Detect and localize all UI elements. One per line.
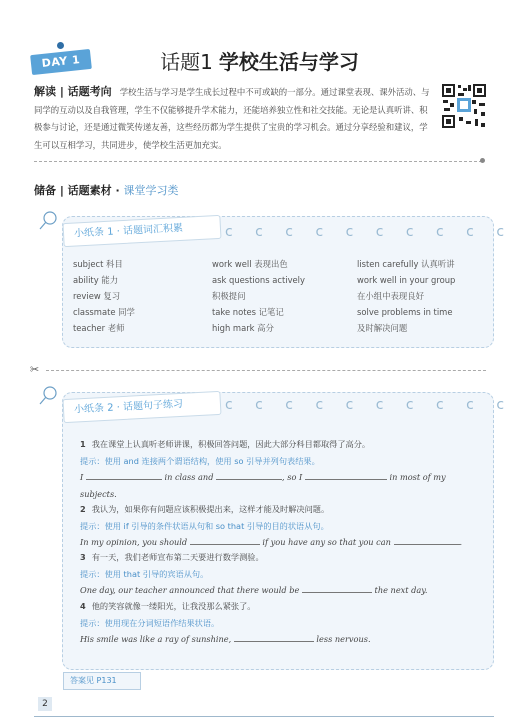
vocab-item: subject 科目 [73,259,123,269]
en-text: if you have any so that you can [262,537,391,547]
exercise-number: 4 [80,601,86,611]
vocab-item: high mark 高分 [212,323,274,333]
vocab-column-2 [212,256,305,336]
vocab-item: 在小组中表现良好 [357,291,424,301]
answer-reference[interactable]: 答案见 P131 [63,672,141,690]
exercise-number: 3 [80,552,86,562]
vocab-item: solve problems in time [357,307,453,317]
binder-rings-icon: c c c c c c c c c c [225,224,514,240]
en-text: His smile was like a ray of sunshine, [80,634,232,644]
exercise-cn: 我在课堂上认真听老师讲课，积极回答问题，因此大部分科目都取得了高分。 [91,439,371,449]
vocab-item: work well 表现出色 [212,259,288,269]
en-text: , so I [282,472,303,482]
qr-code-icon[interactable] [441,83,487,129]
note1-tab: 小纸条 1 · 话题词汇积累 [62,215,221,247]
exercise-en [80,469,480,486]
exercise-hint: 提示：使用现在分词短语作结果状语。 [80,617,220,628]
page-number: 2 [38,697,52,711]
answer-blank[interactable] [305,469,387,480]
note2-tab: 小纸条 2 · 话题句子练习 [62,391,221,423]
vocab-item: teacher 老师 [73,323,125,333]
vocab-item: listen carefully 认真听讲 [357,259,455,269]
exercise-hint: 提示：使用 that 引导的宾语从句。 [80,568,209,579]
intro-paragraph [34,83,434,154]
en-text: less nervous. [316,634,371,644]
binder-rings-icon: c c c c c c c c c c [225,397,514,413]
answer-blank[interactable] [86,469,162,480]
exercise-en [80,631,480,648]
vocab-item: review 复习 [73,291,121,301]
en-text: . [459,537,463,547]
footer-rule [34,716,494,717]
exercise-item [80,598,480,648]
answer-blank[interactable] [394,534,460,545]
intro-text: 学校生活与学习是学生成长过程中不可或缺的一部分。通过课堂表现、课外活动、与同学的互动以及自我管理，学生不仅能够提升学术能力，还能培养独立性和社交技能。无论是认真听讲、积极参与讨论，还是通过微笑传递友善，这些经历都为学生提供了宝贵的学习机会。通过分享经验和建议，学生可以互相学习，共同进步，使学校生活更加充实。 [34,87,430,150]
divider-dot [480,158,485,163]
page-title [0,46,519,75]
exercise-en [80,582,480,599]
section-heading [34,182,179,198]
intro-label: 解读 | 话题考向 [34,85,112,98]
en-text: One day, our teacher announced that there would be [80,585,300,595]
vocab-item: work well in your group [357,275,456,285]
en-text: the next day. [374,585,428,595]
answer-blank[interactable] [302,582,372,593]
pushpin-icon [38,211,58,231]
vocab-item: take notes 记笔记 [212,307,284,317]
vocab-item: classmate 同学 [73,307,135,317]
exercise-number: 2 [80,504,86,514]
vocab-item: ask questions actively [212,275,305,285]
title-prefix: 话题1 [160,50,213,74]
exercise-number: 1 [80,439,86,449]
section-prefix: 储备 | 话题素材 · [34,184,124,197]
cut-line [46,370,486,371]
vocab-item: 及时解决问题 [357,323,408,333]
exercise-hint: 提示：使用 and 连接两个谓语结构，使用 so 引导并列句表结果。 [80,455,320,466]
vocab-item: 积极提问 [212,291,246,301]
en-text: in class and [164,472,214,482]
vocab-item: ability 能力 [73,275,119,285]
en-text: in most of my [389,472,446,482]
answer-blank[interactable] [216,469,282,480]
exercise-hint: 提示：使用 if 引导的条件状语从句和 so that 引导的目的状语从句。 [80,520,329,531]
en-text: subjects. [80,488,117,499]
exercise-item [80,549,480,599]
en-text: In my opinion, you should [80,537,188,547]
answer-blank[interactable] [234,631,314,642]
exercise-item [80,501,480,551]
answer-blank[interactable] [190,534,260,545]
vocab-column-1 [73,256,135,336]
scissors-icon: ✂ [30,363,40,376]
en-text: I [80,472,84,482]
title-main: 学校生活与学习 [218,50,359,74]
divider [34,161,482,162]
day-tag: DAY 1 [30,49,92,75]
exercise-item [80,436,480,502]
pushpin-icon [38,386,58,406]
vocab-column-3 [357,256,455,336]
exercise-cn: 我认为，如果你有问题应该积极提出来，这样才能及时解决问题。 [91,504,330,514]
section-topic: 课堂学习类 [123,184,179,197]
exercise-cn: 他的笑容就像一缕阳光，让我没那么紧张了。 [91,601,256,611]
exercise-cn: 有一天，我们老师宣布第二天要进行数学测验。 [91,552,264,562]
